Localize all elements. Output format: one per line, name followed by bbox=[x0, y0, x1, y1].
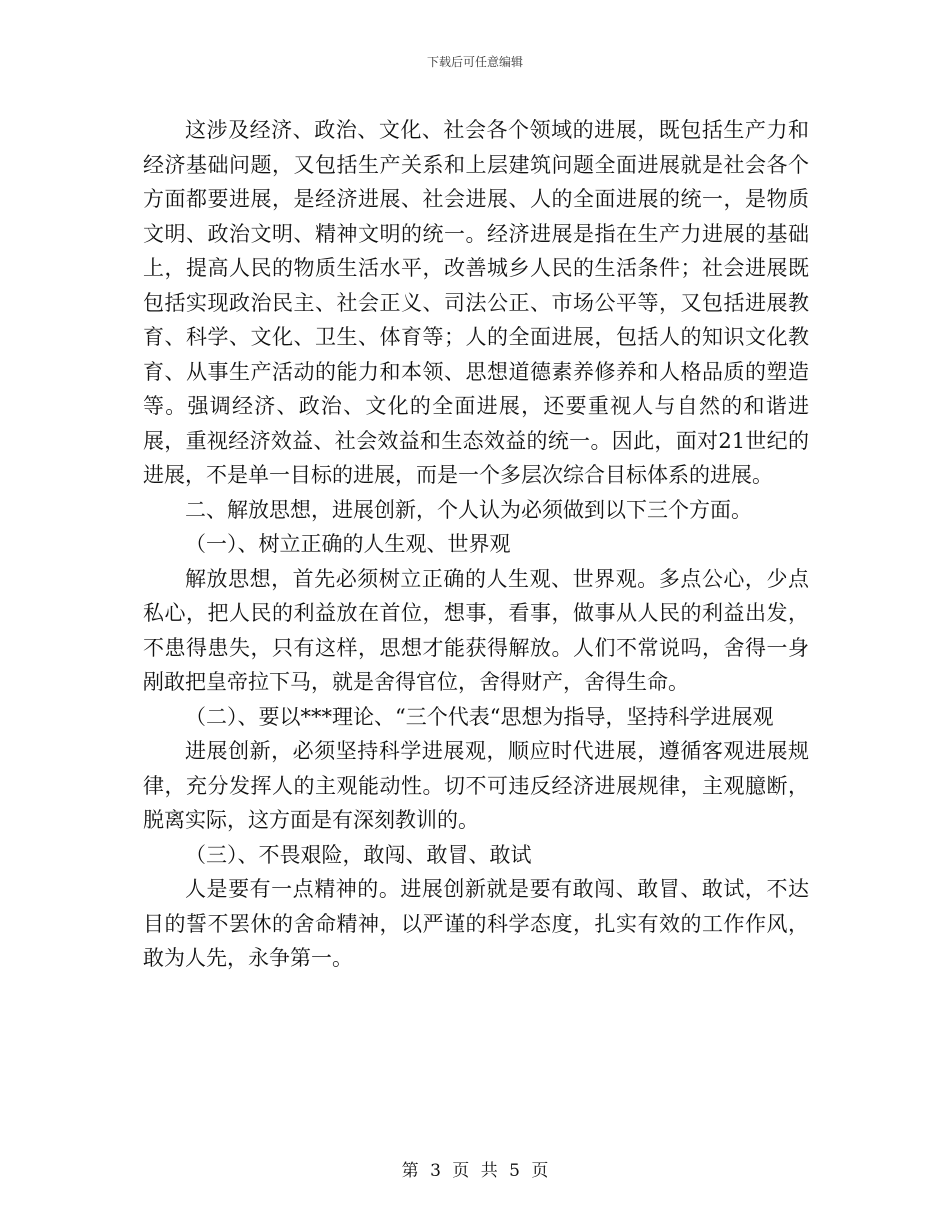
paragraph-development-scope: 这涉及经济、政治、文化、社会各个领域的进展，既包括生产力和经济基础问题，又包括生产关系和上层建筑问题全面进展就是社会各个方面都要进展，是经济进展、社会进展、人的全面进展的统一，是物质文明、政治文明、精神文明的统一。经济进展是指在生产力进展的基础上，提高人民的物质生活水平，改善城乡人民的生活条件；社会进展既包括实现政治民主、社会正义、司法公正、市场公平等，又包括进展教育、科学、文化、卫生、体育等；人的全面进展，包括人的知识文化教育、从事生产活动的能力和本领、思想道德素养修养和人格品质的塑造等。强调经济、政治、文化的全面进展，还要重视人与自然的和谐进展，重视经济效益、社会效益和生态效益的统一。因此，面对21世纪的进展，不是单一目标的进展，而是一个多层次综合目标体系的进展。 bbox=[143, 118, 809, 487]
document-body bbox=[143, 113, 809, 976]
paragraph-two-body: 进展创新，必须坚持科学进展观，顺应时代进展，遵循客观进展规律，充分发挥人的主观能动性。切不可违反经济进展规律，主观臆断，脱离实际，这方面是有深刻教训的。 bbox=[143, 739, 809, 832]
paragraph-section-two-intro: 二、解放思想，进展创新，个人认为必须做到以下三个方面。 bbox=[185, 497, 752, 522]
page-number: 第 3 页 共 5 页 bbox=[401, 1161, 549, 1181]
subheading-two: （二）、要以***理论、“三个代表“思想为指导，坚持科学进展观 bbox=[185, 704, 774, 729]
subheading-one: （一）、树立正确的人生观、世界观 bbox=[185, 532, 511, 556]
page-header: 下载后可任意编辑 bbox=[426, 55, 523, 69]
paragraph-three-body: 人是要有一点精神的。进展创新就是要有敢闯、敢冒、敢试，不达目的誓不罢休的舍命精神，以严谨的科学态度，扎实有效的工作作风，敢为人先，永争第一。 bbox=[143, 877, 809, 970]
subheading-three: （三）、不畏艰险，敢闯、敢冒、敢试 bbox=[185, 842, 532, 867]
paragraph-one-body: 解放思想，首先必须树立正确的人生观、世界观。多点公心，少点私心，把人民的利益放在首位，想事，看事，做事从人民的利益出发，不患得患失，只有这样，思想才能获得解放。人们不常说吗，舍得一身剐敢把皇帝拉下马，就是舍得官位，舍得财产，舍得生命。 bbox=[143, 566, 809, 694]
